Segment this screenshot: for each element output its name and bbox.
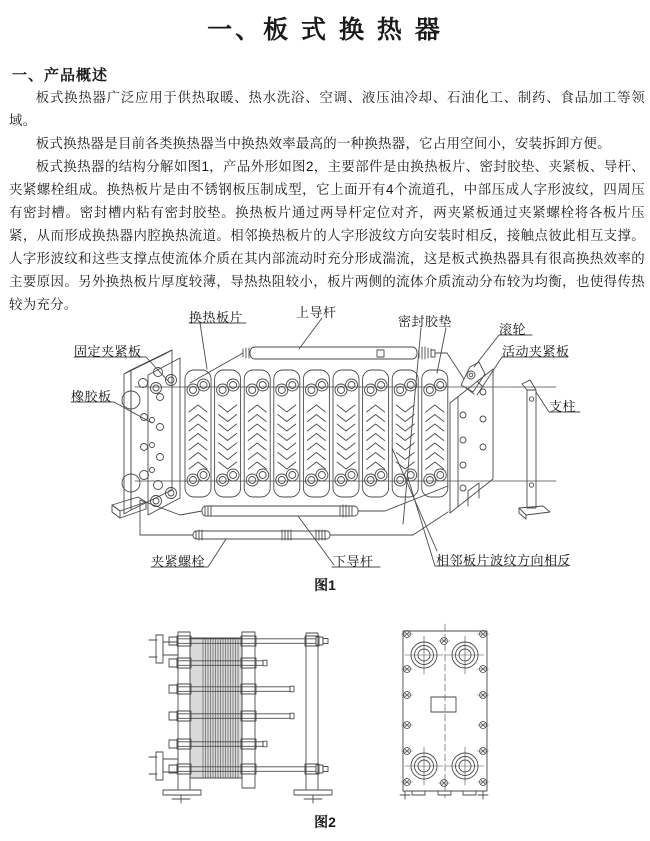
label-gasket: 密封胶垫 — [398, 314, 453, 329]
figure2-caption: 图2 — [314, 814, 336, 830]
paragraph: 板式换热器广泛应用于供热取暖、热水洗浴、空调、液压油冷却、石油化工、制药、食品加工等领域。 — [9, 90, 645, 128]
page-title: 一、板 式 换 热 器 — [207, 16, 443, 44]
label-lower-guide-rod: 下导杆 — [333, 554, 374, 569]
label-fixed-clamp-plate: 固定夹紧板 — [74, 344, 142, 359]
label-clamp-bolt: 夹紧螺栓 — [151, 554, 206, 569]
paragraph: 板式换热器是目前各类换热器当中换热效率最高的一种换热器，它占用空间小，安装拆卸方便。 — [35, 136, 611, 151]
figure2-diagram — [0, 620, 650, 841]
paragraph: 板式换热器的结构分解如图1，产品外形如图2，主要部件是由换热板片、密封胶垫、夹紧板、导杆、夹紧螺栓组成。换热板片是由不锈钢板压制成型，它上面开有4个流道孔，中部压成人字形波纹，四周压有密封槽。密封槽内粘有密封胶垫。换热板片通过两导杆定位对齐，两夹紧板通过夹紧螺栓将各板片压紧，从而形成换热器内腔换热流道。相邻换热板片的人字形波纹方向安装时相反，接触点彼此相互支撑。人字形波纹和这些支撑点使流体介质在其内部流动时充分形成湍流，这是板式换热器具有很高换热效率的主要原因。另外换热板片厚度较薄，导热热阻较小，板片两侧的流体介质流动分布较为均衡，也使得传热较为充分。 — [9, 159, 645, 312]
figure1-exploded-view — [0, 295, 650, 605]
body-text — [9, 86, 645, 316]
label-rubber-plate: 橡胶板 — [71, 389, 112, 404]
label-support-column: 支柱 — [549, 399, 577, 414]
label-heat-plate: 换热板片 — [189, 310, 244, 325]
label-adjacent-note: 相邻板片波纹方向相反 — [436, 553, 572, 568]
label-roller: 滚轮 — [499, 322, 527, 337]
figure1-caption: 图1 — [314, 577, 336, 593]
figure2-assembled-views — [0, 620, 650, 841]
label-upper-guide-rod: 上导杆 — [296, 305, 337, 320]
label-movable-clamp-plate: 活动夹紧板 — [502, 344, 570, 359]
section-heading: 一、产品概述 — [12, 67, 109, 84]
